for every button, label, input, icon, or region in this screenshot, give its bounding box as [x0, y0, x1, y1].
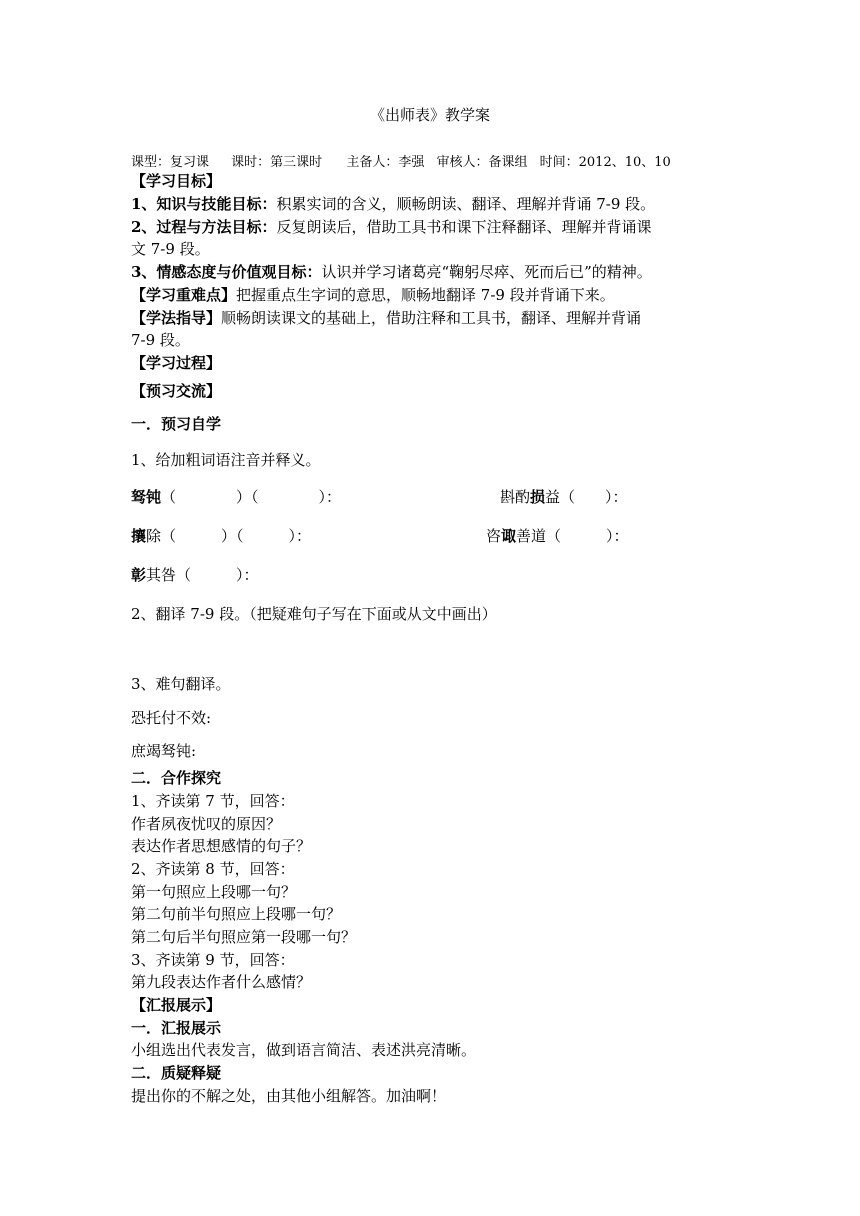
report-subheader-2: 二．质疑释疑 — [131, 1064, 222, 1082]
preview-header: 【预习交流】 — [131, 382, 222, 400]
key-points — [131, 285, 615, 305]
cooperate-header: 二．合作探究 — [131, 769, 222, 787]
cooperate-line: 3、齐读第 9 节，回答： — [131, 951, 295, 969]
word-5-bold: 彰 — [131, 566, 147, 584]
method-label: 【学法指导】 — [131, 309, 222, 327]
objective-2-label: 2、过程与方法目标： — [131, 218, 277, 236]
objective-3-text: 认识并学习诸葛亮“鞠躬尽瘁、死而后已”的精神。 — [321, 263, 652, 281]
cooperate-line: 第九段表达作者什么感情？ — [131, 973, 312, 991]
word-3-post: 除（ ）（ ）： — [146, 527, 312, 545]
word-2-bold: 损 — [530, 488, 546, 506]
objectives-header: 【学习目标】 — [131, 172, 222, 190]
objective-2-cont: 文 7-9 段。 — [131, 240, 210, 258]
preparer: 主备人：李强 — [346, 155, 425, 170]
document-title: 《出师表》教学案 — [369, 106, 490, 124]
cooperate-line: 第二句后半句照应第一段哪一句？ — [131, 928, 357, 946]
key-points-label: 【学习重难点】 — [131, 286, 237, 304]
objective-3 — [131, 262, 652, 282]
cooperate-line: 1、齐读第 7 节，回答： — [131, 792, 295, 810]
objective-3-label: 3、情感态度与价值观目标： — [131, 263, 322, 281]
question-1: 1、给加粗词语注音并释义。 — [131, 451, 321, 469]
report-text-1: 小组选出代表发言，做到语言简洁、表述洪亮清晰。 — [131, 1041, 477, 1059]
word-4-post: 善道（ ）： — [516, 527, 629, 545]
self-study-header: 一．预习自学 — [131, 415, 222, 433]
sentence-2: 庶竭驽钝: — [131, 742, 197, 760]
word-3 — [131, 526, 311, 546]
word-1-bold: 驽钝 — [131, 488, 162, 506]
cooperate-line: 作者夙夜忧叹的原因？ — [131, 815, 282, 833]
question-3: 3、难句翻译。 — [131, 675, 231, 693]
method-cont: 7-9 段。 — [131, 331, 190, 349]
question-2: 2、翻译 7-9 段。（把疑难句子写在下面或从文中画出） — [131, 605, 497, 623]
cooperate-line: 2、齐读第 8 节，回答： — [131, 860, 295, 878]
objective-1-label: 1、知识与技能目标： — [131, 195, 277, 213]
objective-1 — [131, 194, 655, 214]
objective-2 — [131, 217, 651, 237]
word-4-pre: 咨 — [486, 527, 502, 545]
word-4 — [486, 526, 629, 546]
word-5 — [131, 565, 259, 585]
method — [131, 308, 641, 328]
process-header: 【学习过程】 — [131, 354, 222, 372]
key-points-text: 把握重点生字词的意思，顺畅地翻译 7-9 段并背诵下来。 — [236, 286, 615, 304]
word-1 — [131, 487, 341, 507]
cooperate-line: 表达作者思想感情的句子？ — [131, 837, 312, 855]
word-2 — [500, 487, 628, 507]
course-type: 课型：复习课 — [131, 155, 210, 170]
report-header: 【汇报展示】 — [131, 996, 222, 1014]
word-3-bold: 攘 — [131, 527, 147, 545]
report-text-2: 提出你的不解之处，由其他小组解答。加油啊！ — [131, 1087, 447, 1105]
reviewer: 审核人：备课组 — [436, 155, 528, 170]
word-2-post: 益（ ）： — [545, 488, 628, 506]
period: 课时：第三课时 — [231, 155, 323, 170]
method-text: 顺畅朗读课文的基础上，借助注释和工具书，翻译、理解并背诵 — [221, 309, 642, 327]
word-2-pre: 斟酌 — [500, 488, 531, 506]
cooperate-line: 第二句前半句照应上段哪一句？ — [131, 905, 342, 923]
objective-1-text: 积累实词的含义，顺畅朗读、翻译、理解并背诵 7-9 段。 — [276, 195, 656, 213]
report-subheader-1: 一．汇报展示 — [131, 1019, 222, 1037]
word-1-blank: （ ）（ ）： — [161, 488, 342, 506]
word-4-bold: 诹 — [501, 527, 517, 545]
word-5-post: 其咎（ ）： — [146, 566, 259, 584]
cooperate-line: 第一句照应上段哪一句？ — [131, 883, 297, 901]
objective-2-text: 反复朗读后，借助工具书和课下注释翻译、理解并背诵课 — [276, 218, 652, 236]
meta-line — [131, 151, 679, 170]
sentence-1: 恐托付不效: — [131, 709, 212, 727]
time: 时间：2012、10、10 — [539, 155, 671, 170]
